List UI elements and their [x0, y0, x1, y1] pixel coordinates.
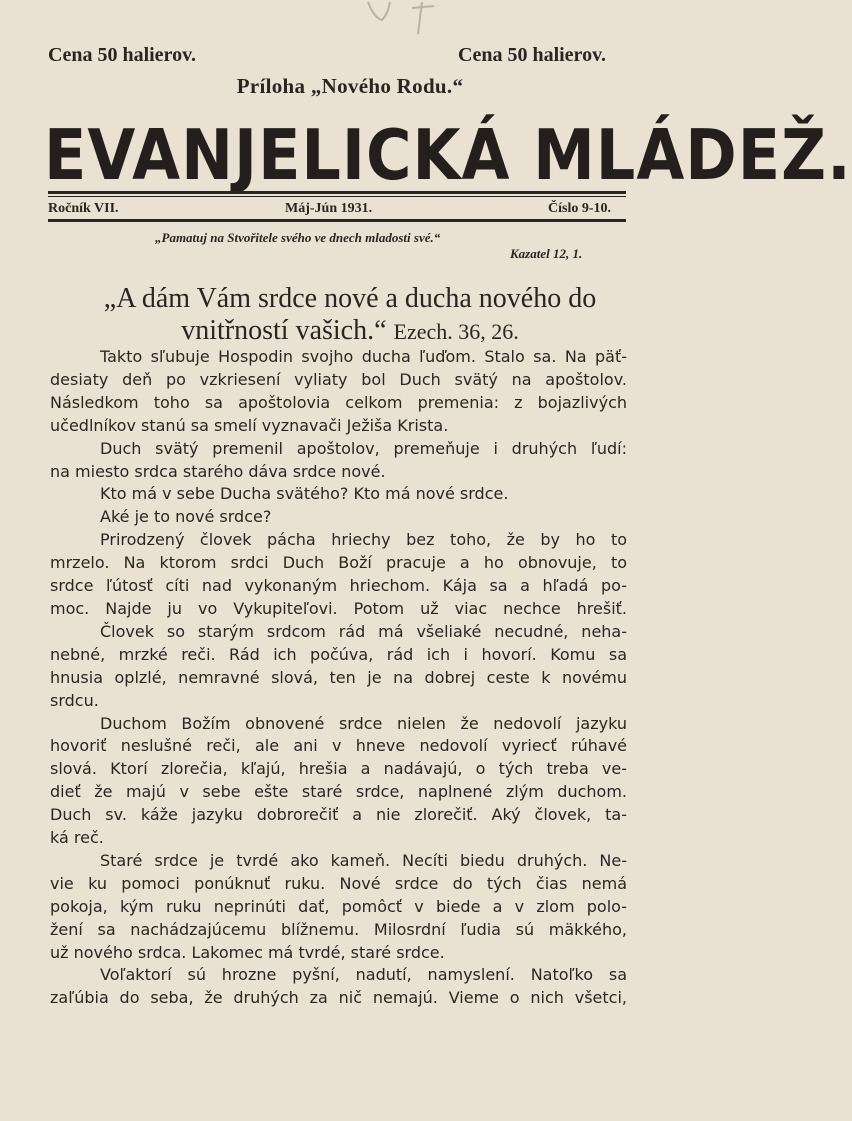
body-line: Takto sľubuje Hospodin svojho ducha ľuďom. Stalo sa. Na päť- — [100, 347, 627, 366]
masthead-title: EVANJELICKÁ MLÁDEŽ. — [44, 114, 852, 196]
headline-line-2 — [40, 315, 660, 348]
body-line: Prirodzený človek pácha hriechy bez toho, že by ho to — [100, 530, 627, 550]
article-body — [50, 346, 627, 1010]
body-line: učedlníkov stanú sa smelí vyznavači Ježiša Krista. — [50, 415, 449, 435]
body-line: hnusia oplzlé, nemravné slová, ten je na dobrej ceste k novému — [50, 667, 627, 687]
volume-label: Ročník VII. — [48, 201, 119, 216]
date-label: Máj-Jún 1931. — [285, 201, 373, 216]
headline — [40, 283, 660, 348]
body-line: Následkom toho sa apoštolovia celkom premenia: z bojazlivých — [50, 392, 627, 412]
body-line: Človek so starým srdcom rád má všeliaké necudné, neha- — [100, 621, 627, 641]
body-line: zaľúbia do seba, že druhých za nič nemajú. Vieme o nich všetci, — [50, 988, 627, 1008]
body-line: dieť že majú v sebe ešte staré srdce, naplnené zlým duchom. — [50, 782, 627, 802]
body-line: Kto má v sebe Ducha svätého? Kto má nové srdce. — [100, 484, 509, 504]
top-rule-thin — [48, 196, 626, 197]
body-line: Voľaktorí sú hrozne pyšní, nadutí, namyslení. Natoľko sa — [100, 965, 627, 985]
issue-number: Číslo 9-10. — [548, 201, 611, 216]
headline-reference: Ezech. 36, 26. — [393, 319, 519, 344]
body-line: na miesto srdca starého dáva srdce nové. — [50, 461, 386, 481]
price-right: Cena 50 halierov. — [458, 44, 606, 66]
body-line: ká reč. — [50, 828, 104, 848]
body-line: žení sa nachádzajúcemu blížnemu. Milosrdní ľudia sú mäkkého, — [50, 919, 627, 939]
body-line: hovoriť neslušné reči, ale ani v hneve nedovolí vyriecť rúhavé — [50, 736, 627, 756]
body-line: Duch sv. káže jazyku dobrorečiť a nie zlorečiť. Aký človek, ta- — [50, 805, 627, 825]
supplement-line: Príloha „Nového Rodu.“ — [236, 74, 464, 98]
body-line: srdcu. — [50, 690, 99, 710]
body-line: Duchom Božím obnovené srdce nielen že nedovolí jazyku — [100, 713, 627, 733]
motto-reference: Kazatel 12, 1. — [510, 246, 583, 261]
headline-line-1: „A dám Vám srdce nové a ducha nového do — [103, 283, 597, 314]
top-rule — [48, 191, 626, 194]
body-line: Duch svätý premenil apoštolov, premeňuje i druhých ľudí: — [100, 438, 627, 458]
body-line: mrzelo. Na ktorom srdci Duch Boží pracuje a ho obnovuje, to — [50, 553, 627, 573]
body-line: pokoja, kým ruku neprinúti dať, pomôcť v biede a v zlom polo- — [50, 896, 627, 916]
body-line: slová. Ktorí zlorečia, kľajú, hrešia a nadávajú, o tých treba ve- — [50, 759, 627, 779]
body-line: nebné, mrzké reči. Rád ich počúva, rád ich i hovorí. Komu sa — [50, 644, 627, 664]
body-line: desiaty deň po vzkriesení vyliaty bol Duch svätý na apoštolov. — [50, 369, 627, 389]
body-line: Aké je to nové srdce? — [100, 507, 272, 527]
motto-text: „Pamatuj na Stvořitele svého ve dnech mladosti své.“ — [155, 230, 441, 245]
headline-line-2-text: vnitřností vašich.“ — [181, 315, 387, 346]
body-line: moc. Najde ju vo Vykupiteľovi. Potom už viac nechce hrešiť. — [50, 598, 627, 618]
body-line: už nového srdca. Lakomec má tvrdé, staré srdce. — [50, 942, 445, 962]
body-line: srdce ľútosť cíti nad vykonaným hriechom. Kája sa a hľadá po- — [50, 576, 627, 596]
bottom-rule — [48, 219, 626, 222]
handwritten-mark — [360, 0, 460, 40]
price-left: Cena 50 halierov. — [48, 44, 196, 66]
body-line: vie ku pomoci ponúknuť ruku. Nové srdce do tých čias nemá — [50, 873, 627, 893]
body-line: Staré srdce je tvrdé ako kameň. Necíti biedu druhých. Ne- — [100, 850, 627, 870]
